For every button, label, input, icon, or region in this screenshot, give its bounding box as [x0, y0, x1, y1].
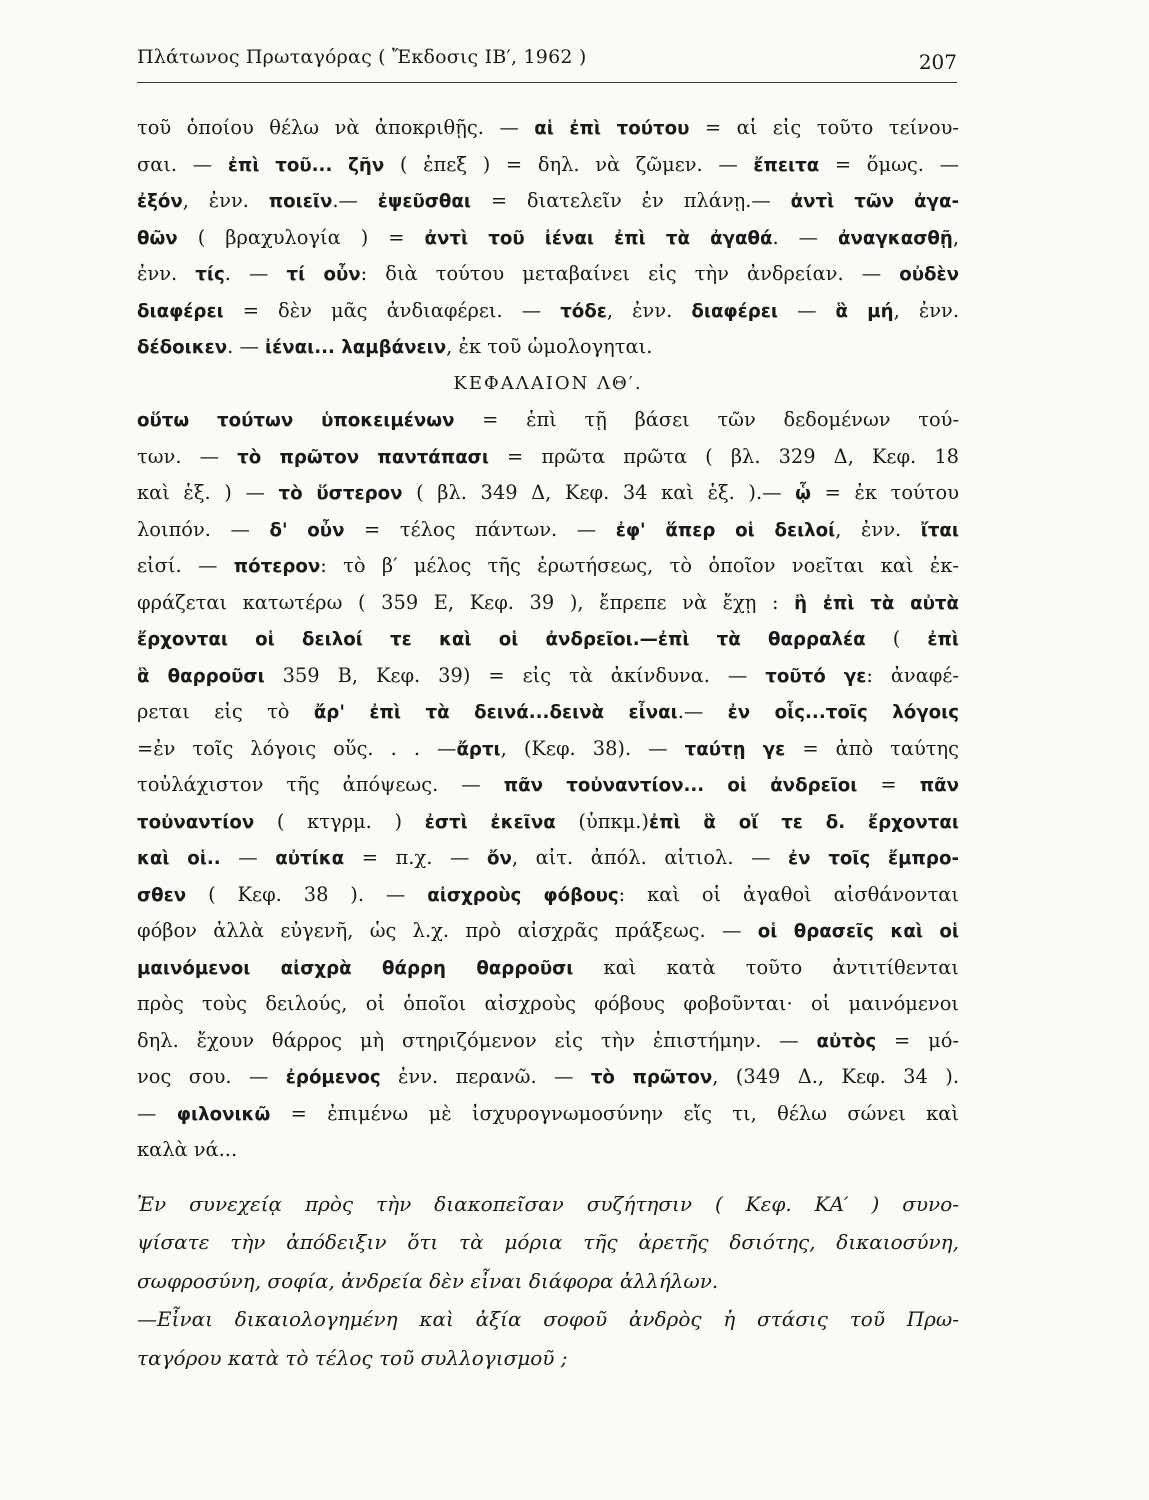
- text-line: [137, 220, 959, 257]
- gloss-text: : τὸ β′ μέλος τῆς ἐρωτήσεως, τὸ ὁποῖον νοεῖται καὶ ἐκ-: [320, 554, 959, 577]
- gloss-text: = πρῶτα πρῶτα ( βλ. 329 Δ, Κεφ. 18: [488, 444, 959, 468]
- gloss-text: —: [137, 1101, 177, 1125]
- gloss-text: =: [857, 773, 920, 796]
- gloss-text: καὶ ἑξ. ) —: [137, 481, 279, 504]
- text-line: [137, 1059, 959, 1096]
- lemma-term: ἢ ἐπὶ τὰ αὐτὰ: [794, 592, 959, 614]
- gloss-text: : ἀναφέ-: [866, 663, 959, 687]
- gloss-text: , ἐνν.: [606, 298, 692, 322]
- question-line: ταγόρου κατὰ τὸ τέλος τοῦ συλλογισμοῦ ;: [137, 1345, 568, 1370]
- gloss-text: φόβον ἀλλὰ εὐγενῆ, ὡς λ.χ. πρὸ αἰσχρᾶς πράξεως. —: [137, 919, 758, 942]
- gloss-text: = ἀπὸ ταύτης: [785, 736, 959, 760]
- gloss-text: εἰσί. —: [137, 554, 234, 577]
- lemma-term: φιλονικῶ: [176, 1103, 271, 1125]
- question-line: Ἐν συνεχείᾳ πρὸς τὴν διακοπεῖσαν συζήτησιν ( Κεφ. ΚΑ′ ) συνο-: [137, 1191, 959, 1216]
- lemma-term: τὸ πρῶτον παντάπασι: [237, 446, 489, 468]
- gloss-text: , ἐκ τοῦ ὡμολογηται.: [446, 335, 653, 358]
- lemma-term: πᾶν: [919, 775, 959, 796]
- text-line: [137, 548, 959, 585]
- gloss-text: τοὐλάχιστον τῆς ἀπόψεως. —: [137, 773, 504, 796]
- text-line: [137, 804, 959, 841]
- gloss-text: = τέλος πάντων. —: [344, 517, 616, 541]
- gloss-text: . —: [772, 225, 839, 249]
- commentary-block: [137, 110, 959, 1169]
- text-line: [137, 986, 959, 1023]
- lemma-term: ἔπειτα: [753, 154, 820, 176]
- lemma-term: αὐτίκα: [275, 848, 345, 869]
- text-line: [137, 183, 959, 220]
- gloss-text: =ἐν τοῖς λόγοις οὕς. . . —: [137, 736, 457, 760]
- gloss-text: = δὲν μᾶς ἀνδιαφέρει. —: [223, 298, 561, 322]
- lemma-term: δέδοικεν: [137, 337, 228, 358]
- gloss-text: λοιπόν. —: [137, 517, 270, 541]
- gloss-text: . —: [227, 335, 266, 358]
- text-line: [137, 329, 959, 366]
- gloss-text: ,: [952, 225, 959, 249]
- lemma-term: διαφέρει: [137, 300, 224, 322]
- text-line: [137, 950, 959, 987]
- gloss-text: τοῦ ὁποίου θέλω νὰ ἀποκριθῇς. —: [137, 116, 535, 139]
- gloss-text: , ἐνν.: [182, 189, 269, 212]
- lemma-term: αἰσχροὺς φόβους: [427, 884, 619, 906]
- gloss-text: —: [778, 298, 836, 322]
- page-number: 207: [918, 50, 957, 74]
- gloss-text: καὶ κατὰ τοῦτο ἀντιτίθενται: [573, 955, 959, 979]
- lemma-term: ἀναγκασθῇ: [838, 227, 953, 249]
- gloss-text: καλὰ νά...: [137, 1138, 238, 1161]
- gloss-text: = ἐπιμένω μὲ ἰσχυρογνωμοσύνην εἴς τι, θέλω σώνει καὶ: [270, 1101, 959, 1125]
- gloss-text: πρὸς τοὺς δειλούς, οἱ ὁποῖοι αἰσχροὺς φόβους φοβοῦνται· οἱ μαινόμενοι: [137, 992, 959, 1015]
- gloss-text: ΚΕΦΑΛΑΙΟΝ ΛΘ′.: [453, 372, 643, 394]
- gloss-text: = αἱ εἰς τοῦτο τείνου-: [689, 116, 959, 139]
- lemma-term: ἄρτι: [456, 738, 501, 760]
- lemma-term: ἐρόμενος: [285, 1067, 381, 1088]
- gloss-text: , (349 Δ., Κεφ. 34 ).: [712, 1065, 959, 1088]
- text-line: [137, 731, 959, 768]
- lemma-term: ταύτῃ γε: [684, 738, 786, 760]
- lemma-term: τίς: [195, 264, 225, 285]
- gloss-text: ( βλ. 349 Δ, Κεφ. 34 καὶ ἑξ. ).—: [402, 481, 796, 504]
- lemma-term: ἐψεῦσθαι: [377, 191, 471, 212]
- lemma-term: ἐν οἷς...τοῖς λόγοις: [727, 702, 959, 723]
- gloss-text: , ἐνν.: [835, 517, 921, 541]
- lemma-term: αὐτὸς: [816, 1030, 877, 1052]
- text-line: [137, 840, 959, 877]
- text-line: [137, 767, 959, 804]
- gloss-text: ( βραχυλογία ) =: [177, 225, 425, 249]
- lemma-term: ἰέναι... λαμβάνειν: [265, 337, 447, 358]
- lemma-term: ἐφ' ἅπερ οἱ δειλοί: [615, 519, 836, 541]
- gloss-text: = ἐκ τούτου: [810, 481, 959, 504]
- paragraph-gap: [137, 1169, 959, 1185]
- text-line: [137, 439, 959, 476]
- text-line: [137, 512, 959, 549]
- gloss-text: ἐνν. περανῶ. —: [380, 1065, 591, 1088]
- header-title: Πλάτωνος Πρωταγόρας ( Ἔκδοσις ΙΒ′, 1962 ): [137, 46, 587, 68]
- lemma-term: ἀντὶ τῶν ἀγα-: [790, 191, 959, 212]
- text-line: [137, 913, 959, 950]
- gloss-text: ( ἐπεξ ) = δηλ. νὰ ζῶμεν. —: [384, 152, 754, 176]
- text-line: [137, 877, 959, 914]
- gloss-text: ἐνν.: [137, 262, 196, 285]
- lemma-term: ᾧ: [795, 483, 811, 504]
- gloss-text: νος σου. —: [137, 1065, 286, 1088]
- lemma-term: τὸ πρῶτον: [590, 1067, 713, 1088]
- lemma-term: οὐδὲν: [899, 264, 959, 285]
- text-line: [137, 658, 959, 695]
- gloss-text: δηλ. ἔχουν θάρρος μὴ στηριζόμενον εἰς τὴν ἐπιστήμην. —: [137, 1028, 817, 1052]
- lemma-term: ἐπὶ τοῦ... ζῆν: [227, 154, 385, 176]
- lemma-term: ἀντὶ τοῦ ἰέναι ἐπὶ τὰ ἀγαθά: [424, 227, 773, 249]
- gloss-text: , (Κεφ. 38). —: [500, 736, 685, 760]
- lemma-term: ἔρχονται οἱ δειλοί τε καὶ οἱ ἀνδρεῖοι.—ἐπὶ τὰ θαρραλέα: [137, 629, 866, 650]
- running-header: [137, 44, 957, 83]
- lemma-term: τοῦτό γε: [765, 665, 867, 687]
- lemma-term: σθεν: [137, 884, 187, 906]
- text-line: [137, 1132, 959, 1169]
- gloss-text: , αἰτ. ἀπόλ. αἰτιολ. —: [511, 846, 789, 869]
- lemma-term: ἐξόν: [137, 191, 183, 212]
- gloss-text: = μό-: [876, 1028, 959, 1052]
- lemma-term: ἐπὶ: [927, 629, 959, 650]
- text-line: [137, 256, 959, 293]
- lemma-term: οἱ θρασεῖς καὶ οἱ: [757, 921, 959, 942]
- lemma-term: μαινόμενοι αἰσχρὰ θάρρη θαρροῦσι: [137, 957, 574, 979]
- lemma-term: τόδε: [560, 300, 607, 322]
- gloss-text: = ὅμως. —: [819, 152, 959, 176]
- text-line: [137, 1023, 959, 1060]
- gloss-text: σαι. —: [137, 152, 228, 176]
- text-line: [137, 1096, 959, 1133]
- lemma-term: τὸ ὕστερον: [278, 483, 403, 504]
- gloss-text: , ἐνν.: [893, 298, 959, 322]
- text-line: [137, 110, 959, 147]
- text-line: [137, 475, 959, 512]
- lemma-term: ἄρ' ἐπὶ τὰ δεινά...δεινὰ εἶναι: [313, 702, 678, 723]
- lemma-term: τί οὖν: [286, 264, 361, 285]
- lemma-term: ἃ μή: [835, 300, 894, 322]
- text-line: [137, 402, 959, 439]
- gloss-text: —: [220, 846, 276, 869]
- gloss-text: .—: [332, 189, 378, 212]
- lemma-term: ποιεῖν: [268, 191, 333, 212]
- lemma-term: ἐστὶ ἐκεῖνα: [424, 811, 556, 833]
- lemma-term: ὄν: [486, 848, 512, 869]
- text-body: [137, 110, 959, 1377]
- lemma-term: πᾶν τοὐναντίον... οἱ ἀνδρεῖοι: [503, 775, 858, 796]
- gloss-text: (ὑπκμ.): [555, 809, 649, 833]
- chapter-heading: [137, 366, 959, 403]
- lemma-term: διαφέρει: [691, 300, 779, 322]
- lemma-term: ἴται: [920, 519, 959, 541]
- text-line: [137, 293, 959, 330]
- text-line: [137, 585, 959, 622]
- gloss-text: .—: [677, 700, 728, 723]
- lemma-term: αἱ ἐπὶ τούτου: [534, 118, 690, 139]
- gloss-text: φράζεται κατωτέρω ( 359 Ε, Κεφ. 39 ), ἔπρεπε νὰ ἔχῃ :: [137, 590, 795, 614]
- text-line: [137, 621, 959, 658]
- gloss-text: (: [865, 627, 928, 650]
- gloss-text: = π.χ. —: [344, 846, 487, 869]
- text-line: [137, 694, 959, 731]
- lemma-term: ἐπὶ ἃ οἵ τε δ. ἔρχονται: [648, 811, 959, 833]
- gloss-text: ( Κεφ. 38 ). —: [186, 882, 428, 906]
- text-line: [137, 147, 959, 184]
- lemma-term: καὶ οἱ..: [137, 848, 221, 869]
- question-line: —Εἶναι δικαιολογημένη καὶ ἀξία σοφοῦ ἀνδρὸς ἡ στάσις τοῦ Πρω-: [137, 1307, 959, 1331]
- question-line: ψίσατε τὴν ἀπόδειξιν ὅτι τὰ μόρια τῆς ἀρετῆς δσιότης, δικαιοσύνη,: [137, 1230, 959, 1254]
- questions-block: [137, 1185, 959, 1378]
- lemma-term: πότερον: [233, 556, 321, 577]
- gloss-text: . —: [224, 262, 287, 285]
- lemma-term: ἃ θαρροῦσι: [137, 665, 265, 687]
- lemma-term: ἐν τοῖς ἔμπρο-: [788, 848, 959, 869]
- lemma-term: οὕτω τούτων ὑποκειμένων: [137, 410, 455, 431]
- lemma-term: τοὐναντίον: [137, 811, 255, 833]
- gloss-text: 359 Β, Κεφ. 39) = εἰς τὰ ἀκίνδυνα. —: [264, 663, 766, 687]
- lemma-term: θῶν: [137, 227, 178, 249]
- gloss-text: : διὰ τούτου μεταβαίνει εἰς τὴν ἀνδρείαν. —: [360, 262, 900, 285]
- gloss-text: ρεται εἰς τὸ: [137, 700, 314, 723]
- gloss-text: ( κτγρμ. ): [254, 809, 425, 833]
- gloss-text: των. —: [137, 444, 238, 468]
- gloss-text: = διατελεῖν ἐν πλάνῃ.—: [470, 189, 791, 212]
- gloss-text: = ἐπὶ τῇ βάσει τῶν δεδομένων τού-: [454, 408, 959, 431]
- question-line: σωφροσύνη, σοφία, ἀνδρεία δὲν εἶναι διάφορα ἀλλήλων.: [137, 1268, 719, 1293]
- gloss-text: : καὶ οἱ ἀγαθοὶ αἰσθάνονται: [618, 882, 959, 906]
- lemma-term: δ' οὖν: [269, 519, 345, 541]
